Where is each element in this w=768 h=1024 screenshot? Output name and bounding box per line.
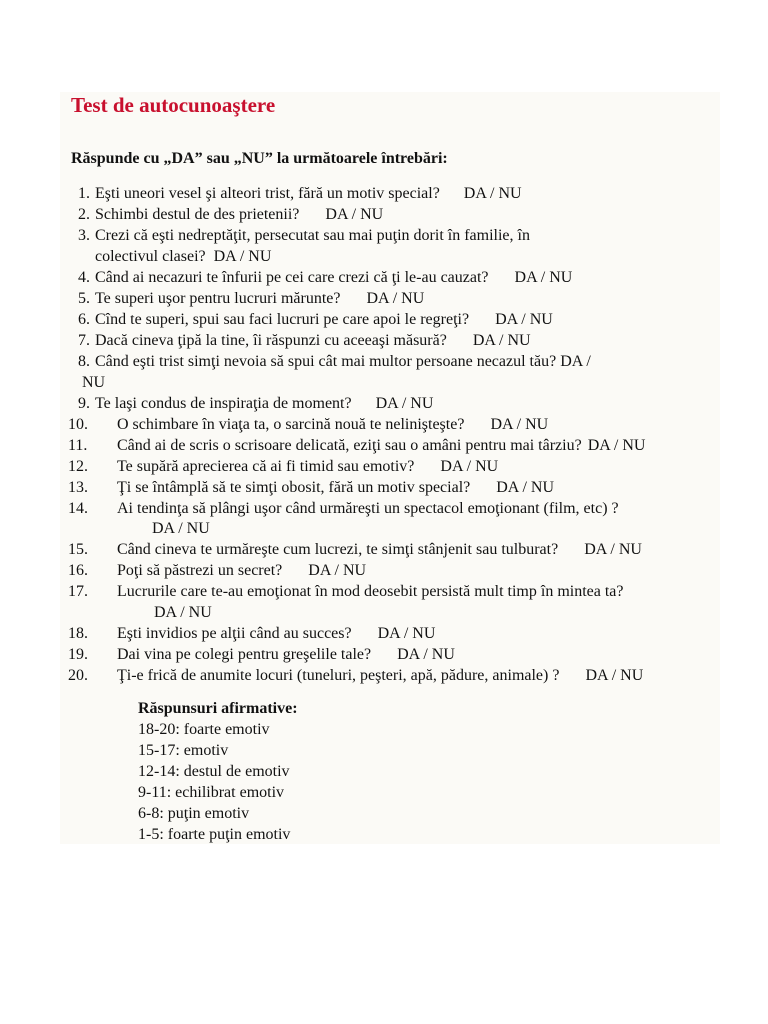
question-item [0,624,768,644]
question-number: 10. [68,416,88,433]
question-number: 11. [68,437,88,454]
question-text: Ţi-e frică de anumite locuri (tuneluri, peşteri, apă, pădure, animale) ? DA / NU [117,667,644,684]
question-item [0,352,768,372]
question-item [0,436,768,456]
question-number: 16. [68,562,88,579]
question-text: Când ai necazuri te înfurii pe cei care crezi că ţi le-au cauzat? DA / NU [95,269,573,286]
question-item [0,268,768,288]
result-item: 6-8: puţin emotiv [138,805,250,822]
question-number: 7. [78,332,90,349]
question-text: Poţi să păstrezi un secret? DA / NU [117,562,367,579]
question-number: 15. [68,541,88,558]
answer-label: DA / NU [587,437,646,454]
result-item: 18-20: foarte emotiv [138,721,270,738]
answer-label: DA / NU [440,458,499,475]
answer-label: DA / NU [213,248,272,265]
result-item: 1-5: foarte puţin emotiv [138,826,291,843]
question-item [0,331,768,351]
answer-label: DA / NU [496,479,555,496]
question-item [0,666,768,686]
question-text: Eşti uneori vesel şi alteori trist, fără un motiv special? DA / NU [95,185,522,202]
question-text: Dacă cineva ţipă la tine, îi răspunzi cu aceeaşi măsură? DA / NU [95,332,531,349]
answer-label: DA / NU [585,667,644,684]
question-text: Crezi că eşti nedreptăţit, persecutat sau mai puţin dorit în familie, în [95,227,530,244]
question-item [0,226,768,246]
question-item [0,310,768,330]
question-text: Cînd te superi, spui sau faci lucruri pe care apoi le regreţi? DA / NU [95,311,553,328]
document-title: Test de autocunoaştere [71,93,276,117]
question-text: Te superi uşor pentru lucruri mărunte? DA / NU [95,290,425,307]
question-text: Când eşti trist simţi nevoia să spui cât mai multor persoane necazul tău? DA / [95,353,591,370]
answer-label: DA / NU [366,290,425,307]
question-item [0,645,768,665]
question-number: 1. [78,185,90,202]
question-number: 13. [68,479,88,496]
question-text: Când cineva te urmăreşte cum lucrezi, te simţi stânjenit sau tulburat? DA / NU [117,541,642,558]
question-number: 5. [78,290,90,307]
result-item: 9-11: echilibrat emotiv [138,784,285,801]
question-number: 17. [68,583,88,600]
question-number: 18. [68,625,88,642]
question-text: Ţi se întâmplă să te simţi obosit, fără un motiv special? DA / NU [117,479,555,496]
question-number: 6. [78,311,90,328]
answer-label: DA / NU [308,562,367,579]
answer-label: DA / NU [377,625,436,642]
question-text: Când ai de scris o scrisoare delicată, eziţi sau o amâni pentru mai târziu? DA / NU [117,437,646,454]
answer-label: DA / NU [584,541,642,558]
results-title: Răspunsuri afirmative: [138,700,298,717]
question-item [0,499,768,519]
question-text: Dai vina pe colegi pentru greşelile tale? DA / NU [117,646,455,663]
answer-label: DA / NU [397,646,455,663]
question-item [0,289,768,309]
answer-label: DA / NU [514,269,573,286]
question-item [0,184,768,204]
question-item [0,540,768,560]
question-item [0,478,768,498]
question-number: 14. [68,500,88,517]
question-text-continued: DA / NU [152,520,210,537]
answer-label: DA / NU [495,311,553,328]
answer-label: DA / NU [463,185,522,202]
question-text: Lucrurile care te-au emoţionat în mod deosebit persistă mult timp în mintea ta? [117,583,624,600]
question-number: 9. [78,395,90,412]
question-text: O schimbare în viaţa ta, o sarcină nouă te nelinişteşte? DA / NU [117,416,549,433]
question-text: Te supără aprecierea că ai fi timid sau emotiv? DA / NU [117,458,499,475]
question-number: 2. [78,206,90,223]
question-text-continued: colectivul clasei? DA / NU [95,248,272,265]
question-item [0,457,768,477]
question-number: 4. [78,269,90,286]
question-text: Ai tendinţa să plângi uşor când urmăreşti un spectacol emoţionant (film, etc) ? [117,500,619,517]
answer-label: DA / NU [490,416,549,433]
answer-label: DA / NU [325,206,384,223]
question-number: 3. [78,227,90,244]
question-text: Schimbi destul de des prietenii? DA / NU [95,206,384,223]
question-item [0,582,768,602]
question-item [0,561,768,581]
answer-label: DA / NU [472,332,531,349]
question-item [0,205,768,225]
question-number: 8. [78,353,90,370]
question-item [0,415,768,435]
question-text-continued: DA / NU [154,604,212,621]
result-item: 15-17: emotiv [138,742,229,759]
question-item [0,394,768,414]
question-number: 19. [68,646,88,663]
result-item: 12-14: destul de emotiv [138,763,290,780]
question-text-continued: NU [82,374,106,391]
question-number: 20. [68,667,88,684]
question-text: Te laşi condus de inspiraţia de moment? DA / NU [95,395,434,412]
instruction-text: Răspunde cu „DA” sau „NU” la următoarele întrebări: [71,150,448,167]
question-number: 12. [68,458,88,475]
question-text: Eşti invidios pe alţii când au succes? DA / NU [117,625,436,642]
answer-label: DA / NU [375,395,434,412]
